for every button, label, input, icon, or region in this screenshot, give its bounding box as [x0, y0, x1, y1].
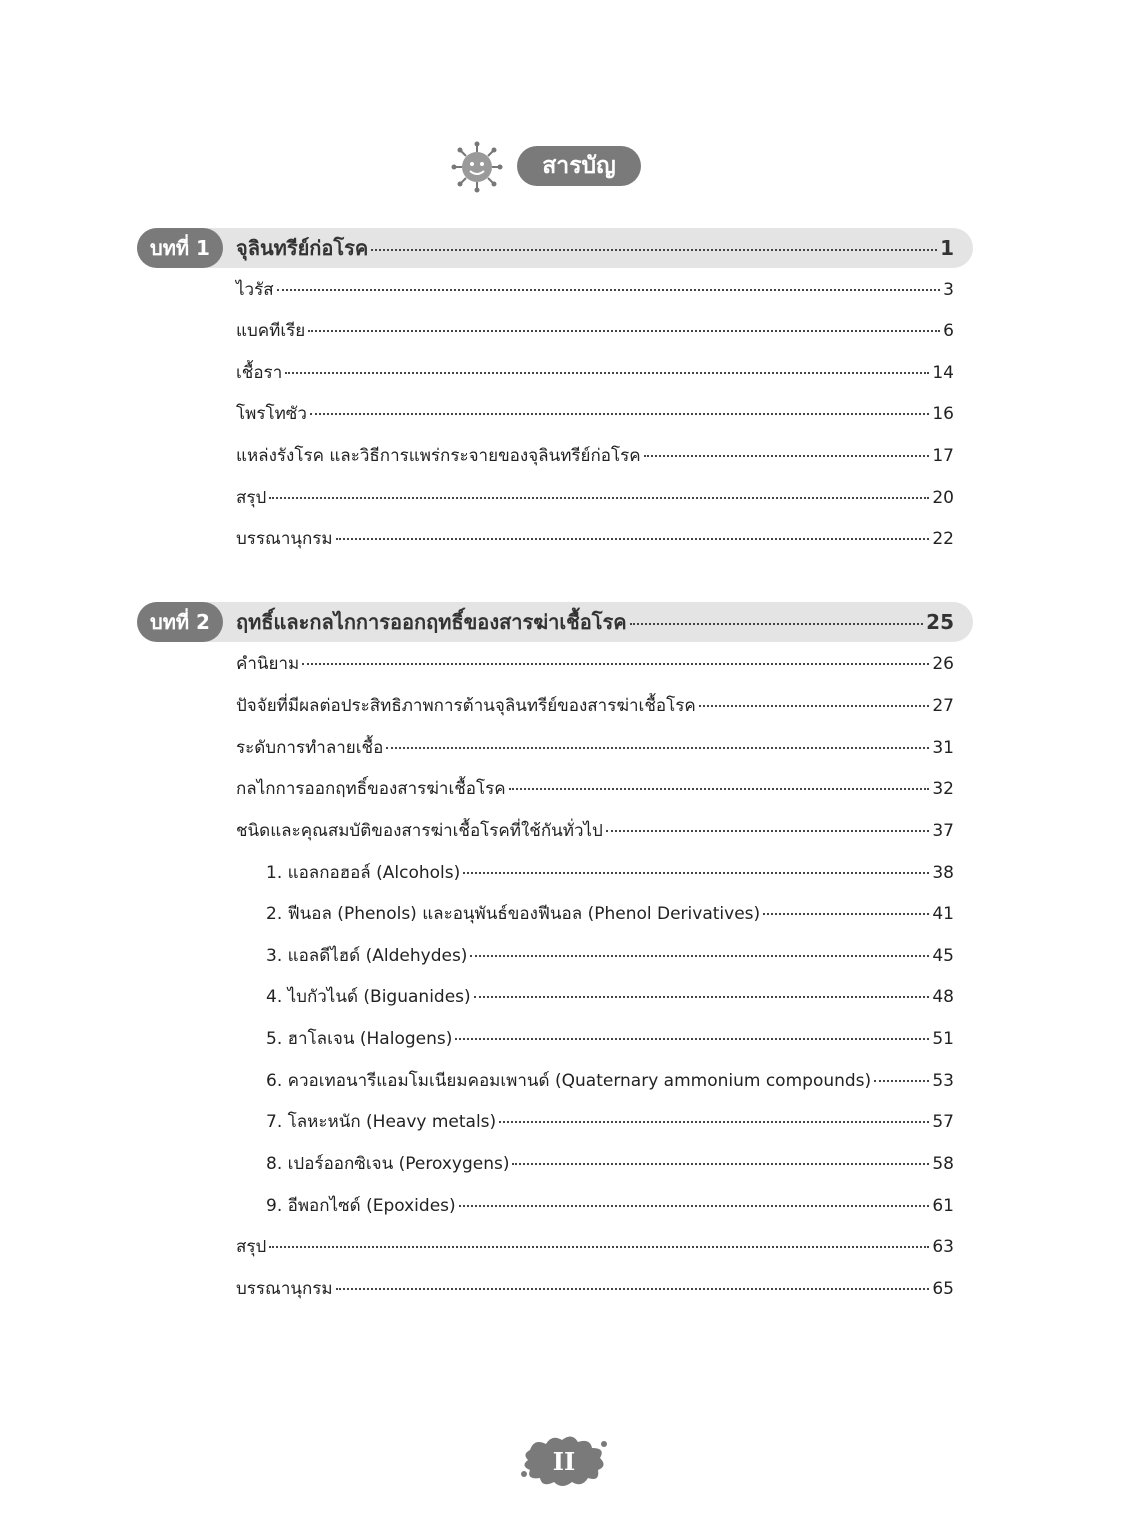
entry-label: 8. เปอร์ออกซิเจน (Peroxygens) [266, 1154, 510, 1174]
toc-subentry[interactable] [266, 942, 954, 972]
toc-entry[interactable] [236, 1233, 954, 1263]
page-number: 25 [926, 610, 954, 634]
entry-label: 6. ควอเทอนารีแอมโมเนียมคอมเพานด์ (Quaternary ammonium compounds) [266, 1071, 872, 1091]
toc-entry[interactable] [236, 775, 954, 805]
entry-page: 17 [932, 446, 954, 466]
dot-leader [644, 455, 930, 457]
entry-label: 4. ไบกัวไนด์ (Biguanides) [266, 987, 471, 1007]
entry-page: 31 [932, 738, 954, 758]
dot-leader [285, 372, 929, 374]
dot-leader [630, 623, 924, 625]
toc-entry[interactable] [236, 692, 954, 722]
entry-label: 7. โลหะหนัก (Heavy metals) [266, 1112, 497, 1132]
toc-subentry[interactable] [266, 1025, 954, 1055]
page-number-badge [518, 1430, 610, 1492]
toc-entry[interactable] [236, 442, 954, 472]
dot-leader [269, 497, 929, 499]
chapter-title: จุลินทรีย์ก่อโรค [236, 236, 369, 260]
entry-page: 20 [932, 488, 954, 508]
entry-page: 16 [932, 404, 954, 424]
entry-page: 65 [932, 1279, 954, 1299]
dot-leader [463, 872, 929, 874]
entry-page: 48 [932, 987, 954, 1007]
entry-page: 37 [932, 821, 954, 841]
dot-leader [336, 538, 930, 540]
chapter-title: ฤทธิ์และกลไกการออกฤทธิ์ของสารฆ่าเชื้อโรค [236, 610, 627, 634]
dot-leader [371, 249, 937, 251]
entry-page: 61 [932, 1196, 954, 1216]
toc-subentry[interactable] [266, 983, 954, 1013]
chapter-1-badge: บทที่ 1 [137, 228, 223, 268]
dot-leader [459, 1205, 930, 1207]
entry-label: ชนิดและคุณสมบัติของสารฆ่าเชื้อโรคที่ใช้กันทั่วไป [236, 821, 603, 841]
dot-leader [277, 289, 941, 291]
dot-leader [474, 996, 930, 998]
toc-entry[interactable] [236, 734, 954, 764]
dot-leader [310, 413, 929, 415]
toc-entry[interactable] [236, 317, 954, 347]
toc-subentry[interactable] [266, 900, 954, 930]
toc-entry[interactable] [236, 525, 954, 555]
dot-leader [499, 1121, 929, 1123]
entry-page: 14 [932, 363, 954, 383]
chapter-1-heading[interactable] [236, 232, 954, 262]
toc-entry[interactable] [236, 1275, 954, 1305]
toc-entry[interactable] [236, 484, 954, 514]
toc-subentry[interactable] [266, 1150, 954, 1180]
entry-page: 45 [932, 946, 954, 966]
dot-leader [699, 705, 930, 707]
entry-label: สรุป [236, 488, 267, 508]
dot-leader [269, 1246, 929, 1248]
entry-label: 3. แอลดีไฮด์ (Aldehydes) [266, 946, 468, 966]
chapter-2-badge: บทที่ 2 [137, 602, 223, 642]
entry-page: 53 [932, 1071, 954, 1091]
entry-page: 6 [943, 321, 954, 341]
dot-leader [509, 788, 930, 790]
entry-label: ไวรัส [236, 280, 274, 300]
toc-entry[interactable] [236, 359, 954, 389]
chapter-2-heading[interactable] [236, 606, 954, 636]
toc-subentry[interactable] [266, 1108, 954, 1138]
dot-leader [336, 1288, 930, 1290]
entry-label: โพรโทซัว [236, 404, 307, 424]
entry-label: 9. อีพอกไซด์ (Epoxides) [266, 1196, 456, 1216]
entry-label: 2. ฟีนอล (Phenols) และอนุพันธ์ของฟีนอล (Phenol Derivatives) [266, 904, 761, 924]
entry-label: 5. ฮาโลเจน (Halogens) [266, 1029, 453, 1049]
dot-leader [606, 830, 930, 832]
entry-label: สรุป [236, 1237, 267, 1257]
entry-page: 63 [932, 1237, 954, 1257]
entry-label: บรรณานุกรม [236, 1279, 333, 1299]
entry-label: แหล่งรังโรค และวิธีการแพร่กระจายของจุลินทรีย์ก่อโรค [236, 446, 641, 466]
entry-page: 27 [932, 696, 954, 716]
toc-entry[interactable] [236, 276, 954, 306]
toc-title-block [450, 138, 650, 194]
entry-label: ระดับการทำลายเชื้อ [236, 738, 384, 758]
toc-subentry[interactable] [266, 1192, 954, 1222]
entry-label: แบคทีเรีย [236, 321, 306, 341]
entry-label: เชื้อรา [236, 363, 283, 383]
entry-page: 3 [943, 280, 954, 300]
entry-page: 58 [932, 1154, 954, 1174]
dot-leader [302, 663, 929, 665]
entry-label: 1. แอลกอฮอล์ (Alcohols) [266, 863, 461, 883]
toc-entry[interactable] [236, 400, 954, 430]
dot-leader [455, 1038, 929, 1040]
dot-leader [470, 955, 929, 957]
page-title: สารบัญ [517, 146, 641, 186]
entry-label: กลไกการออกฤทธิ์ของสารฆ่าเชื้อโรค [236, 779, 506, 799]
toc-entry[interactable] [236, 650, 954, 680]
entry-label: คำนิยาม [236, 654, 300, 674]
entry-page: 26 [932, 654, 954, 674]
entry-page: 41 [932, 904, 954, 924]
toc-entry[interactable] [236, 817, 954, 847]
dot-leader [308, 330, 940, 332]
entry-page: 38 [932, 863, 954, 883]
entry-page: 22 [932, 529, 954, 549]
dot-leader [874, 1080, 929, 1082]
entry-page: 57 [932, 1112, 954, 1132]
entry-page: 32 [932, 779, 954, 799]
toc-subentry[interactable] [266, 1067, 954, 1097]
dot-leader [512, 1163, 929, 1165]
entry-label: บรรณานุกรม [236, 529, 333, 549]
page-number-label: II [552, 1446, 576, 1476]
toc-subentry[interactable] [266, 859, 954, 889]
entry-label: ปัจจัยที่มีผลต่อประสิทธิภาพการต้านจุลินทรีย์ของสารฆ่าเชื้อโรค [236, 696, 696, 716]
page-number: 1 [940, 236, 954, 260]
entry-page: 51 [932, 1029, 954, 1049]
dot-leader [386, 747, 929, 749]
virus-icon [450, 140, 504, 194]
dot-leader [763, 913, 929, 915]
